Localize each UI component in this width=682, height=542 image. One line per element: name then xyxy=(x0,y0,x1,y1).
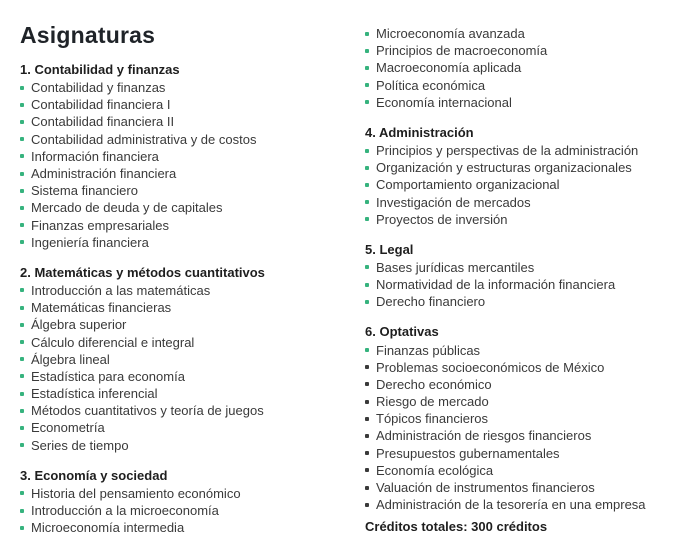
bullet-icon xyxy=(365,49,369,53)
course-item xyxy=(365,393,677,410)
bullet-icon xyxy=(20,491,24,495)
bullet-icon xyxy=(365,149,369,153)
course-item xyxy=(365,276,677,293)
course-label: Economía internacional xyxy=(376,94,512,110)
course-item xyxy=(20,385,355,402)
course-item xyxy=(365,479,677,496)
bullet-icon xyxy=(365,166,369,170)
bullet-icon xyxy=(20,120,24,124)
bullet-icon xyxy=(365,66,369,70)
section-heading: 5. Legal xyxy=(365,241,414,257)
bullet-icon xyxy=(20,409,24,413)
bullet-icon xyxy=(365,283,369,287)
course-item xyxy=(20,299,355,316)
course-item xyxy=(365,410,677,427)
course-item xyxy=(365,194,677,211)
course-label: Estadística para economía xyxy=(31,368,185,384)
course-item xyxy=(365,376,677,393)
credits-total: Créditos totales: 300 créditos xyxy=(365,519,548,534)
bullet-icon xyxy=(20,426,24,430)
course-label: Presupuestos gubernamentales xyxy=(376,445,560,461)
course-label: Información financiera xyxy=(31,148,159,164)
bullet-icon xyxy=(20,323,24,327)
course-item xyxy=(20,437,355,454)
course-label: Microeconomía avanzada xyxy=(376,26,525,42)
bullet-icon xyxy=(20,509,24,513)
course-item xyxy=(20,282,355,299)
course-label: Administración de la tesorería en una empresa xyxy=(376,497,646,513)
bullet-icon xyxy=(365,365,369,369)
course-label: Macroeconomía aplicada xyxy=(376,60,522,76)
course-label: Problemas socioeconómicos de México xyxy=(376,359,605,375)
course-list xyxy=(20,282,355,454)
course-label: Bases jurídicas mercantiles xyxy=(376,259,535,275)
bullet-icon xyxy=(365,83,369,87)
bullet-icon xyxy=(365,32,369,36)
section-heading: 1. Contabilidad y finanzas xyxy=(20,62,180,77)
bullet-icon xyxy=(20,240,24,244)
bullet-icon xyxy=(365,183,369,187)
course-label: Principios y perspectivas de la administración xyxy=(376,143,639,159)
course-item xyxy=(365,142,677,159)
course-label: Derecho financiero xyxy=(376,294,486,310)
course-item xyxy=(20,419,355,436)
column-left xyxy=(20,0,355,536)
course-item xyxy=(365,496,677,513)
bullet-icon xyxy=(20,392,24,396)
bullet-icon xyxy=(20,357,24,361)
course-item xyxy=(365,359,677,376)
course-item xyxy=(20,485,355,502)
column-right xyxy=(365,0,677,513)
course-item xyxy=(20,333,355,350)
course-label: Ingeniería financiera xyxy=(31,234,149,250)
bullet-icon xyxy=(20,172,24,176)
course-label: Econometría xyxy=(31,420,105,436)
course-item xyxy=(365,42,677,59)
course-item xyxy=(20,351,355,368)
course-item xyxy=(365,445,677,462)
course-item xyxy=(20,165,355,182)
course-item xyxy=(365,462,677,479)
course-label: Métodos cuantitativos y teoría de juegos xyxy=(31,403,264,419)
section-heading: 6. Optativas xyxy=(365,324,439,340)
course-item xyxy=(365,59,677,76)
course-label: Finanzas empresariales xyxy=(31,217,170,233)
course-item xyxy=(365,94,677,111)
bullet-icon xyxy=(20,206,24,210)
course-item xyxy=(20,368,355,385)
course-item xyxy=(20,502,355,519)
course-label: Contabilidad y finanzas xyxy=(31,80,166,96)
bullet-icon xyxy=(365,382,369,386)
course-label: Economía ecológica xyxy=(376,462,494,478)
bullet-icon xyxy=(20,526,24,530)
section-heading: 4. Administración xyxy=(365,124,474,140)
course-label: Administración financiera xyxy=(31,166,177,182)
bullet-icon xyxy=(20,443,24,447)
bullet-icon xyxy=(365,503,369,507)
section-heading: 2. Matemáticas y métodos cuantitativos xyxy=(20,264,265,280)
course-label: Series de tiempo xyxy=(31,437,129,453)
bullet-icon xyxy=(20,374,24,378)
bullet-icon xyxy=(365,468,369,472)
course-label: Sistema financiero xyxy=(31,183,138,199)
bullet-icon xyxy=(20,340,24,344)
course-item xyxy=(365,341,677,358)
course-label: Estadística inferencial xyxy=(31,386,158,402)
course-label: Microeconomía intermedia xyxy=(31,520,185,536)
bullet-icon xyxy=(20,154,24,158)
course-label: Derecho económico xyxy=(376,376,492,392)
course-label: Tópicos financieros xyxy=(376,411,488,427)
bullet-icon xyxy=(20,103,24,107)
bullet-icon xyxy=(365,100,369,104)
course-item xyxy=(365,176,677,193)
course-list xyxy=(365,341,677,513)
course-item xyxy=(20,182,355,199)
bullet-icon xyxy=(365,451,369,455)
course-item xyxy=(20,402,355,419)
course-label: Matemáticas financieras xyxy=(31,300,172,316)
course-item xyxy=(365,293,677,310)
course-list xyxy=(365,142,677,228)
course-item xyxy=(20,148,355,165)
course-label: Comportamiento organizacional xyxy=(376,177,560,193)
course-label: Riesgo de mercado xyxy=(376,394,489,410)
course-item xyxy=(20,234,355,251)
course-label: Introducción a la microeconomía xyxy=(31,503,219,519)
course-item xyxy=(20,519,355,536)
course-item xyxy=(20,199,355,216)
course-list xyxy=(365,259,677,311)
course-label: Contabilidad administrativa y de costos xyxy=(31,131,257,147)
course-list xyxy=(20,485,355,537)
course-label: Contabilidad financiera I xyxy=(31,97,171,113)
course-item xyxy=(20,96,355,113)
course-item xyxy=(20,316,355,333)
course-label: Álgebra lineal xyxy=(31,351,110,367)
course-list xyxy=(20,79,355,251)
bullet-icon xyxy=(365,265,369,269)
bullet-icon xyxy=(365,300,369,304)
course-label: Valuación de instrumentos financieros xyxy=(376,480,595,496)
bullet-icon xyxy=(20,86,24,90)
course-item xyxy=(20,131,355,148)
course-item xyxy=(365,159,677,176)
course-label: Organización y estructuras organizacionales xyxy=(376,160,632,176)
course-label: Mercado de deuda y de capitales xyxy=(31,200,223,216)
course-item xyxy=(20,113,355,130)
course-list xyxy=(365,25,677,111)
course-label: Álgebra superior xyxy=(31,317,127,333)
bullet-icon xyxy=(20,288,24,292)
course-item xyxy=(365,77,677,94)
course-label: Historia del pensamiento económico xyxy=(31,485,241,501)
course-item xyxy=(365,211,677,228)
course-item xyxy=(20,79,355,96)
bullet-icon xyxy=(365,400,369,404)
course-label: Administración de riesgos financieros xyxy=(376,428,592,444)
course-label: Normatividad de la información financiera xyxy=(376,277,616,293)
bullet-icon xyxy=(365,217,369,221)
page-title: Asignaturas xyxy=(20,22,156,48)
bullet-icon xyxy=(365,417,369,421)
course-label: Cálculo diferencial e integral xyxy=(31,334,195,350)
course-label: Finanzas públicas xyxy=(376,342,481,358)
bullet-icon xyxy=(20,137,24,141)
course-item xyxy=(20,217,355,234)
course-label: Principios de macroeconomía xyxy=(376,43,548,59)
bullet-icon xyxy=(20,189,24,193)
bullet-icon xyxy=(365,486,369,490)
course-item xyxy=(365,259,677,276)
bullet-icon xyxy=(365,434,369,438)
bullet-icon xyxy=(365,348,369,352)
course-label: Contabilidad financiera II xyxy=(31,114,175,130)
course-label: Introducción a las matemáticas xyxy=(31,282,211,298)
bullet-icon xyxy=(365,200,369,204)
bullet-icon xyxy=(20,223,24,227)
course-label: Proyectos de inversión xyxy=(376,211,508,227)
section-heading: 3. Economía y sociedad xyxy=(20,467,168,483)
course-item xyxy=(365,25,677,42)
course-label: Investigación de mercados xyxy=(376,194,531,210)
course-item xyxy=(365,427,677,444)
course-label: Política económica xyxy=(376,77,486,93)
bullet-icon xyxy=(20,306,24,310)
